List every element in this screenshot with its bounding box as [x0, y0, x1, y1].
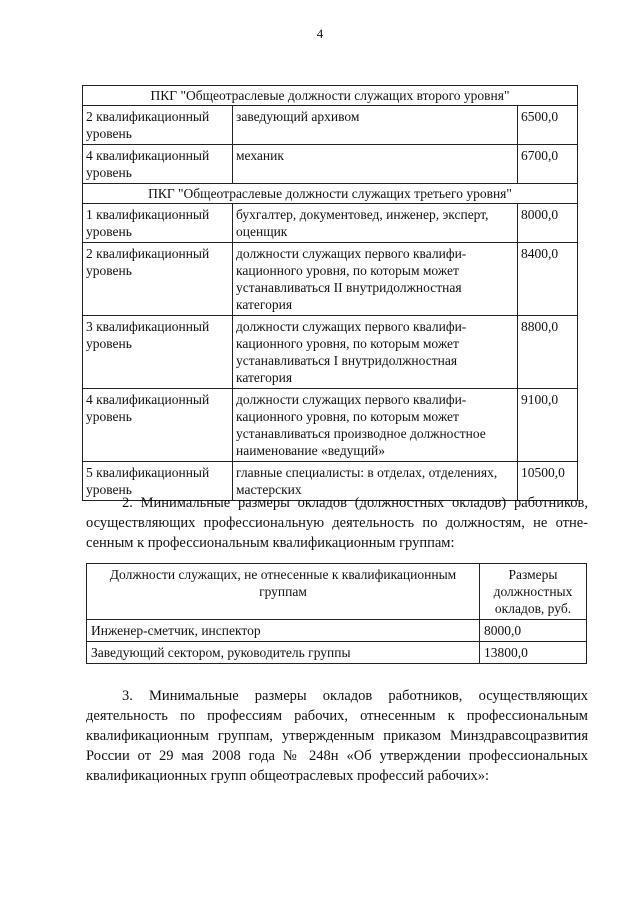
table-row	[83, 106, 578, 145]
page-number: 4	[316, 26, 324, 41]
positions-cell: должности служащих первого квалифи-кационного уровня, по которым может устанавливаться I внутридолжностная категория	[233, 316, 518, 389]
positions-cell: главные специалисты: в отделах, отделениях, мастерских	[233, 462, 518, 501]
positions-cell: заведующий архивом	[233, 106, 518, 145]
salary-cell: 13800,0	[480, 642, 587, 664]
salary-cell: 8000,0	[518, 204, 578, 243]
table-row	[83, 145, 578, 184]
paragraph-2	[86, 493, 588, 553]
salary-cell: 6500,0	[518, 106, 578, 145]
position-cell: Инженер-сметчик, инспектор	[87, 620, 480, 642]
table-header-row	[87, 564, 587, 620]
salary-table-other	[86, 563, 587, 664]
salary-cell: 8400,0	[518, 243, 578, 316]
salary-cell: 10500,0	[518, 462, 578, 501]
paragraph-2-text: 2. Минимальные размеры окладов (должностных окладов) работников, осуществляющих профессиональную деятельность по должностям, не отне-сенным к профессиональным квалификационным группам:	[86, 495, 588, 551]
table-row	[83, 389, 578, 462]
positions-cell: должности служащих первого квалифи-кационного уровня, по которым может устанавливаться производное должностное наименование «ведущий»	[233, 389, 518, 462]
header-positions: Должности служащих, не отнесенные к квалификационным группам	[87, 564, 480, 620]
level-cell: 2 квалификационный уровень	[83, 243, 233, 316]
salary-cell: 8000,0	[480, 620, 587, 642]
table-row	[87, 620, 587, 642]
group-title: ПКГ "Общеотраслевые должности служащих второго уровня"	[83, 86, 578, 106]
level-cell: 5 квалификационный уровень	[83, 462, 233, 501]
level-cell: 1 квалификационный уровень	[83, 204, 233, 243]
table-group-header	[83, 86, 578, 106]
salary-cell: 6700,0	[518, 145, 578, 184]
positions-cell: должности служащих первого квалифи-кационного уровня, по которым может устанавливаться II внутридолжностная категория	[233, 243, 518, 316]
level-cell: 4 квалификационный уровень	[83, 145, 233, 184]
paragraph-3-text: 3. Минимальные размеры окладов работников, осуществляющих деятельность по профессиям рабочих, отнесенным к профессиональным квалификационным группам, утвержденным приказом Минздравсоцразвития России от 29 мая 2008 года № 248н «Об утверждении профессиональных квалификационных групп общеотраслевых профессий рабочих»:	[86, 688, 588, 784]
level-cell: 3 квалификационный уровень	[83, 316, 233, 389]
table-group-header	[83, 184, 578, 204]
table-row	[83, 243, 578, 316]
group-title: ПКГ "Общеотраслевые должности служащих третьего уровня"	[83, 184, 578, 204]
salary-cell: 8800,0	[518, 316, 578, 389]
table-row	[83, 316, 578, 389]
positions-cell: механик	[233, 145, 518, 184]
table-row	[87, 642, 587, 664]
level-cell: 4 квалификационный уровень	[83, 389, 233, 462]
positions-cell: бухгалтер, документовед, инженер, эксперт, оценщик	[233, 204, 518, 243]
level-cell: 2 квалификационный уровень	[83, 106, 233, 145]
header-salary: Размеры должностных окладов, руб.	[480, 564, 587, 620]
table-row	[83, 204, 578, 243]
salary-table-pkg	[82, 85, 578, 501]
paragraph-3	[86, 686, 588, 786]
position-cell: Заведующий сектором, руководитель группы	[87, 642, 480, 664]
salary-cell: 9100,0	[518, 389, 578, 462]
